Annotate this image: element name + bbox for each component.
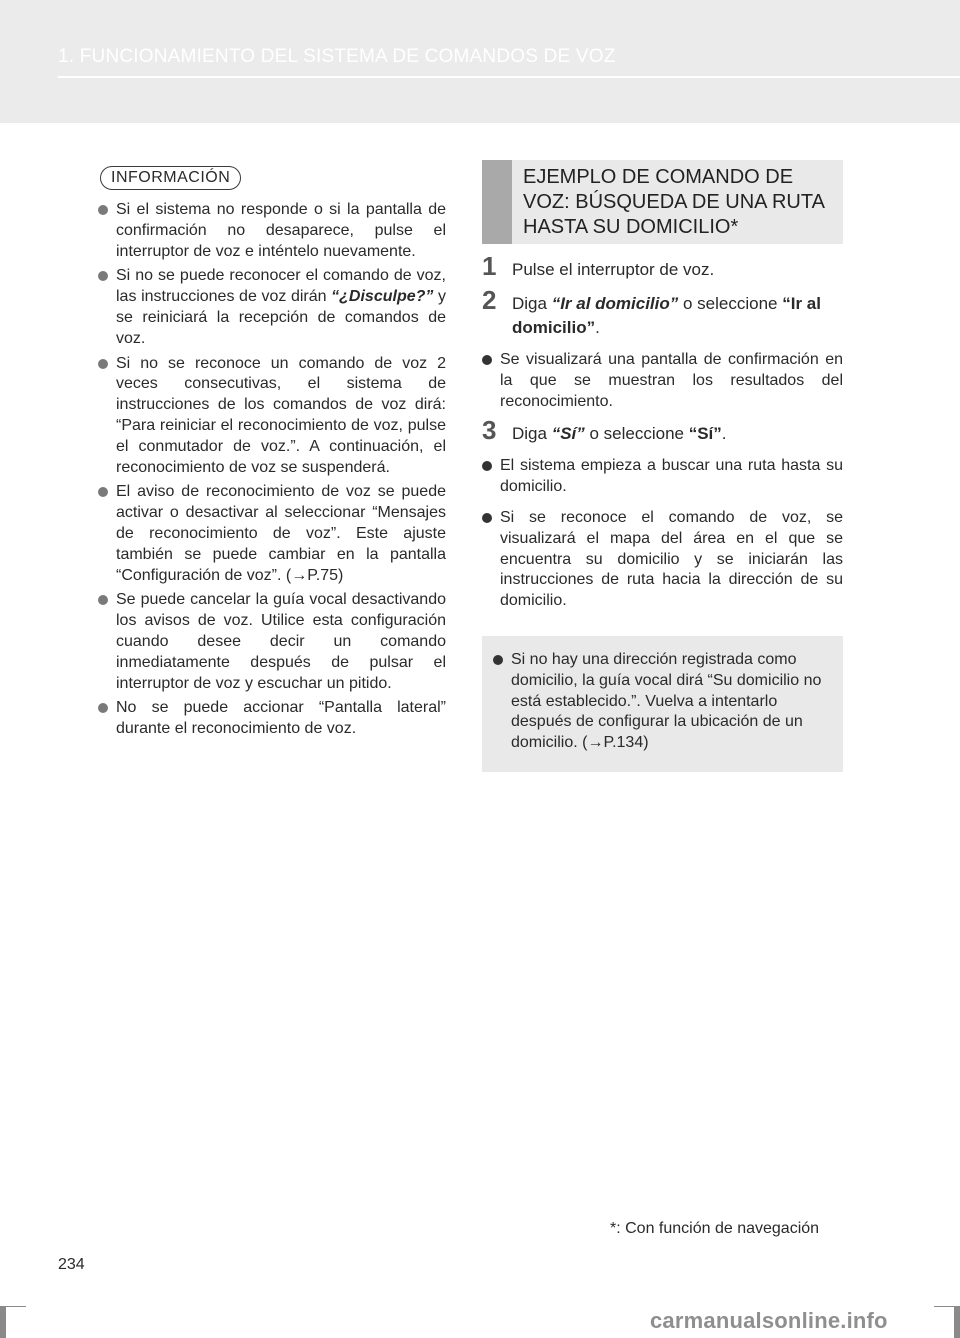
step-number: 1 <box>482 251 497 281</box>
step-bullet: El sistema empieza a buscar una ruta hasta su domicilio. <box>482 456 843 498</box>
footnote: *: Con función de navegación <box>610 1220 820 1237</box>
bullet-icon <box>482 513 492 523</box>
note-box <box>482 636 843 772</box>
step-number: 3 <box>482 415 497 446</box>
step-1: 1 Pulse el interruptor de voz. <box>482 251 715 281</box>
info-item: Si no se puede reconocer el comando de voz, las instrucciones de voz dirán “¿Disculpe?” y se reiniciará la recepción de comandos de voz. <box>98 266 446 349</box>
bullet-icon <box>98 703 108 713</box>
steps-section <box>482 251 843 622</box>
crop-mark <box>0 1306 6 1338</box>
bullet-icon <box>482 461 492 471</box>
heading-tab <box>482 160 512 244</box>
page-header <box>0 0 960 123</box>
info-list <box>98 200 446 740</box>
crop-mark <box>0 1306 26 1307</box>
bullet-icon <box>98 359 108 369</box>
info-item: No se puede accionar “Pantalla lateral” durante el reconocimiento de voz. <box>98 698 446 740</box>
info-badge: INFORMACIÓN <box>100 166 241 190</box>
example-heading-text: EJEMPLO DE COMANDO DE VOZ: BÚSQUEDA DE UNA RUTA HASTA SU DOMICILIO* <box>523 166 824 238</box>
crop-mark <box>934 1306 960 1307</box>
info-item: Si no se reconoce un comando de voz 2 veces consecutivas, el sistema de instrucciones de los comandos de voz dirá: “Para reiniciar el reconocimiento de voz, pulse el conmutador de voz.”. A continuación, el reconocimiento de voz se suspenderá. <box>98 354 446 479</box>
step-2: 2 Diga “Ir al domicilio” o seleccione “Ir al domicilio”. <box>482 285 821 337</box>
step-3: 3 Diga “Sí” o seleccione “Sí”. <box>482 415 727 446</box>
section-title: 1. FUNCIONAMIENTO DEL SISTEMA DE COMANDOS DE VOZ <box>58 46 616 67</box>
watermark: carmanualsonline.info <box>650 1308 888 1333</box>
header-rule <box>58 76 960 78</box>
info-item: Si el sistema no responde o si la pantalla de confirmación no desaparece, pulse el interruptor de voz e inténtelo nuevamente. <box>98 200 446 262</box>
crop-mark <box>954 1306 960 1338</box>
step-number: 2 <box>482 285 497 315</box>
bullet-icon <box>98 271 108 281</box>
page-number: 234 <box>58 1256 85 1273</box>
step-bullet: Si se reconoce el comando de voz, se visualizará el mapa del área en el que se encuentra su domicilio y se iniciarán las instrucciones de ruta hacia la dirección de su domicilio. <box>482 508 843 612</box>
info-item: Se puede cancelar la guía vocal desactivando los avisos de voz. Utilice esta configuración cuando desee decir un comando inmediatamente después de pulsar el interruptor de voz y escuchar un pitido. <box>98 590 446 694</box>
step-bullet: Se visualizará una pantalla de confirmación en la que se muestran los resultados del reconocimiento. <box>482 350 843 412</box>
bullet-icon <box>482 355 492 365</box>
info-section <box>98 166 446 744</box>
example-heading <box>482 160 843 244</box>
bullet-icon <box>98 487 108 497</box>
bullet-icon <box>493 655 503 665</box>
bullet-icon <box>98 595 108 605</box>
info-item: El aviso de reconocimiento de voz se puede activar o desactivar al seleccionar “Mensajes de reconocimiento de voz”. Este ajuste también se puede cambiar en la pantalla “Configuración de voz”. (→P.75) <box>98 482 446 586</box>
bullet-icon <box>98 205 108 215</box>
note-bullet: Si no hay una dirección registrada como domicilio, la guía vocal dirá “Su domicilio no está establecido.”. Vuelva a intentarlo después de configurar la ubicación de un domicilio. (→P.134) <box>493 650 837 754</box>
